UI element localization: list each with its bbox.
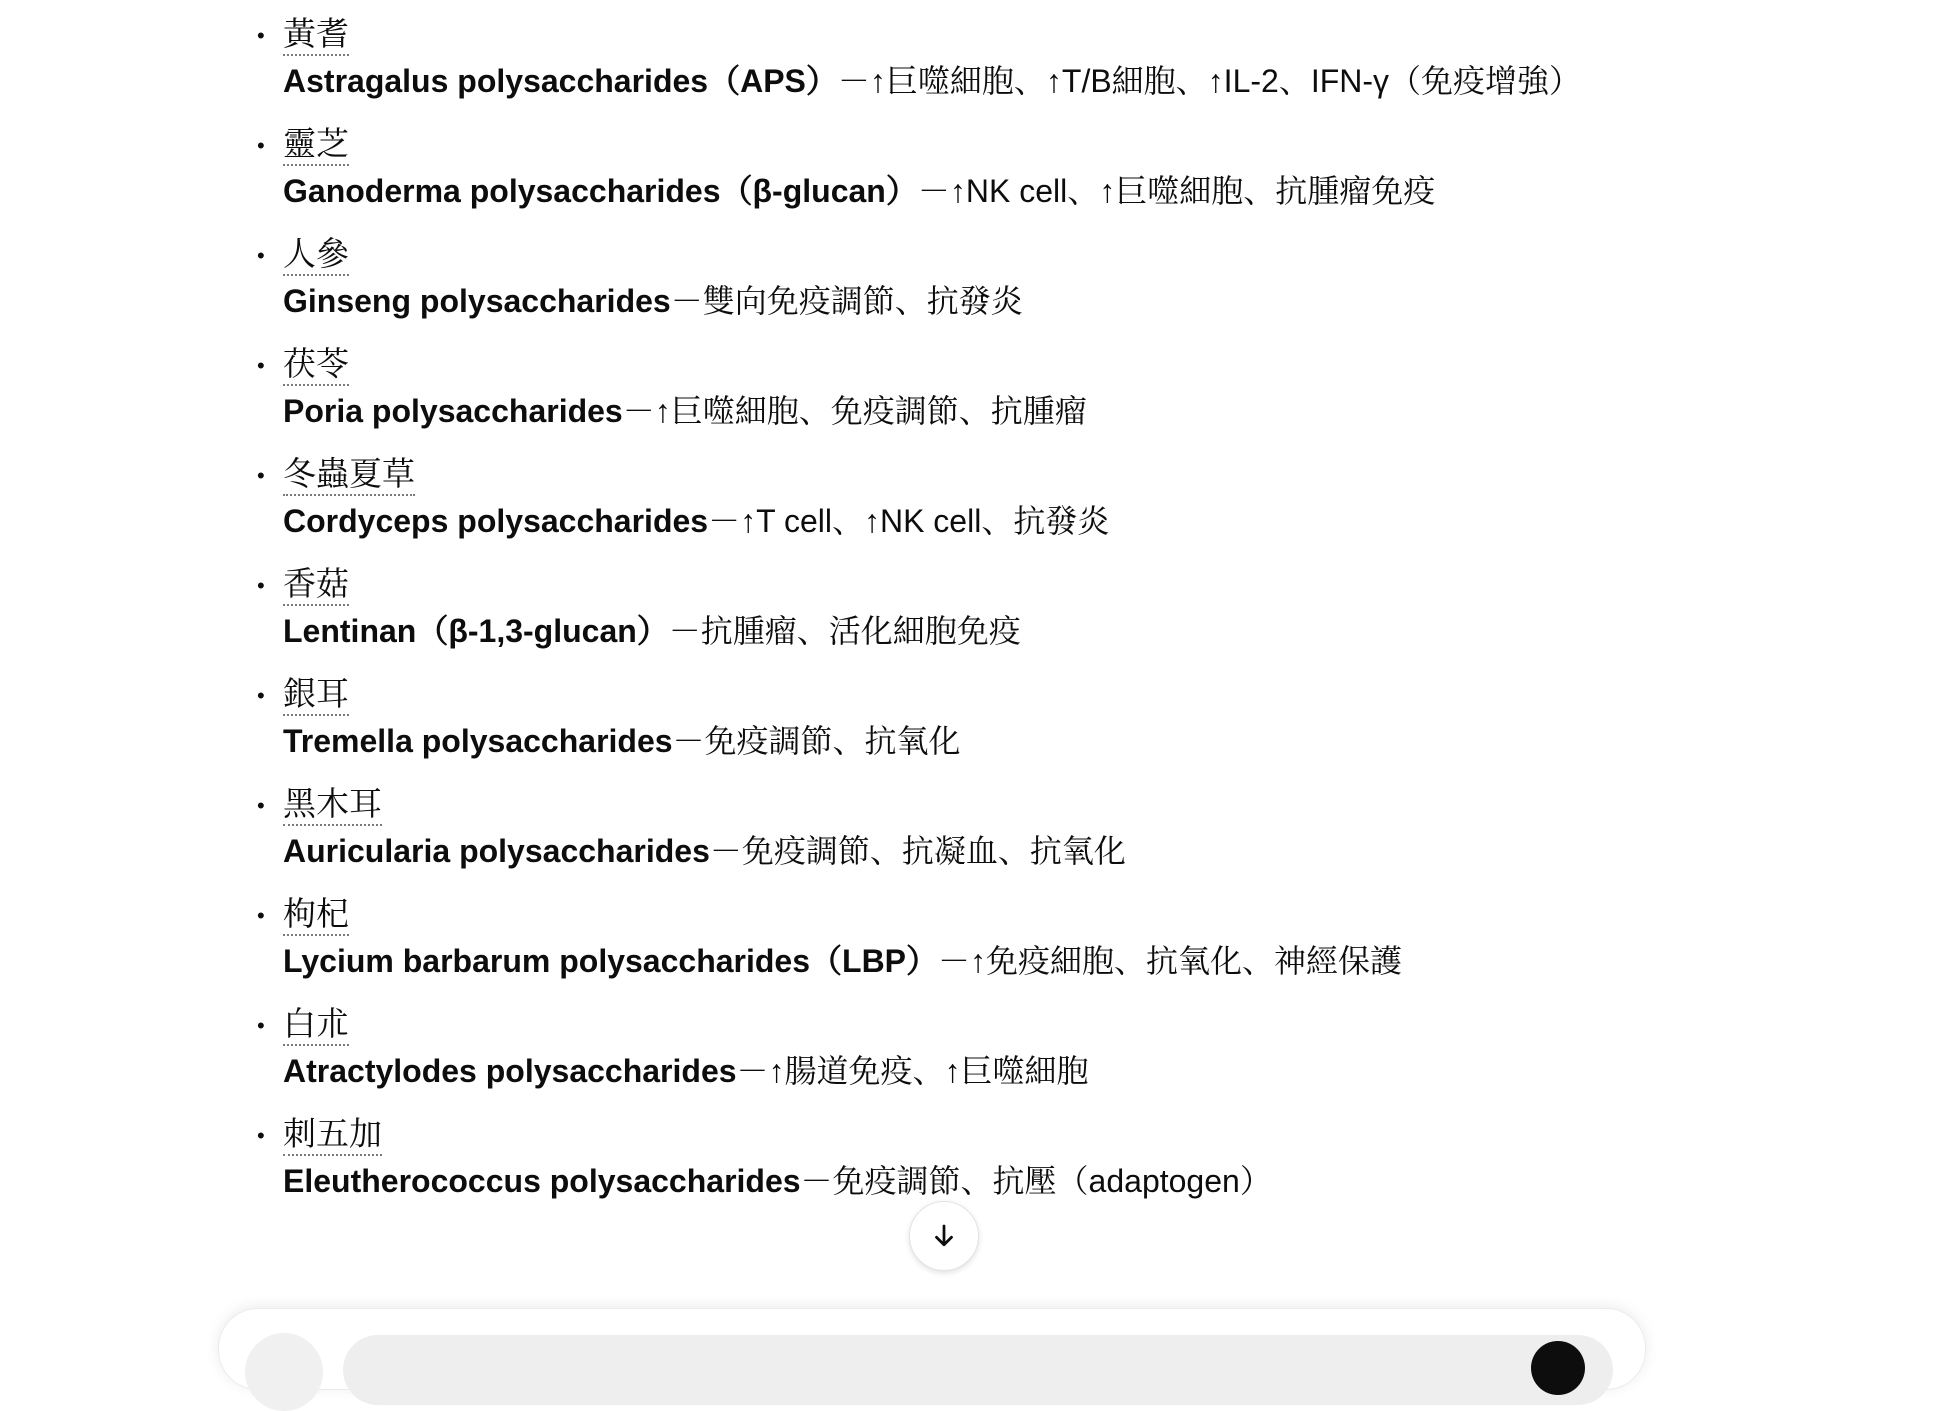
item-description [283,938,1635,984]
effect-text: －↑腸道免疫、↑巨噬細胞 [736,1053,1089,1089]
item-description [283,168,1635,214]
scientific-name: Auricularia polysaccharides [283,833,710,869]
effect-text: －↑巨噬細胞、免疫調節、抗腫瘤 [622,393,1087,429]
herb-link[interactable]: 銀耳 [283,674,349,716]
scientific-name: Astragalus polysaccharides（APS） [283,63,838,99]
scientific-name: Lentinan（β-1,3-glucan） [283,613,669,649]
herb-link[interactable]: 黑木耳 [283,784,382,826]
list-item [255,454,1635,544]
herb-link[interactable]: 冬蟲夏草 [283,454,415,496]
bullet: • [257,353,265,378]
list-item [255,1004,1635,1094]
bullet: • [257,243,265,268]
attach-button[interactable] [245,1333,323,1411]
arrow-down-icon [929,1221,959,1251]
bullet: • [257,1123,265,1148]
bullet: • [257,573,265,598]
item-description [283,1048,1635,1094]
item-description [283,498,1635,544]
list-item [255,234,1635,324]
scientific-name: Poria polysaccharides [283,393,623,429]
scientific-name: Cordyceps polysaccharides [283,503,709,539]
effect-text: －↑NK cell、↑巨噬細胞、抗腫瘤免疫 [917,173,1436,209]
effect-text: －↑T cell、↑NK cell、抗發炎 [708,503,1110,539]
scroll-down-button[interactable] [909,1201,979,1271]
scientific-name: Ginseng polysaccharides [283,283,671,319]
list-item [255,784,1635,874]
bullet: • [257,903,265,928]
scientific-name: Atractylodes polysaccharides [283,1053,737,1089]
send-button[interactable] [1531,1341,1585,1395]
item-description [283,1158,1635,1204]
bullet: • [257,133,265,158]
herb-link[interactable]: 枸杞 [283,894,349,936]
effect-text: －免疫調節、抗氧化 [672,723,961,759]
message-content [255,14,1635,1224]
list-item [255,564,1635,654]
list-item [255,124,1635,214]
bullet: • [257,1013,265,1038]
herb-link[interactable]: 靈芝 [283,124,349,166]
effect-text: －雙向免疫調節、抗發炎 [670,283,1023,319]
list-item [255,674,1635,764]
composer-bar [218,1308,1646,1390]
scientific-name: Tremella polysaccharides [283,723,673,759]
herb-link[interactable]: 茯苓 [283,344,349,386]
item-description [283,608,1635,654]
message-input[interactable] [343,1335,1613,1405]
effect-text: －↑免疫細胞、抗氧化、神經保護 [938,943,1403,979]
effect-text: －免疫調節、抗凝血、抗氧化 [709,833,1126,869]
item-description [283,278,1635,324]
bullet: • [257,793,265,818]
herb-link[interactable]: 人參 [283,234,349,276]
herb-link[interactable]: 香菇 [283,564,349,606]
scientific-name: Eleutherococcus polysaccharides [283,1163,801,1199]
scientific-name: Lycium barbarum polysaccharides（LBP） [283,943,939,979]
effect-text: －↑巨噬細胞、↑T/B細胞、↑IL-2、IFN-γ（免疫增強） [837,63,1582,99]
herb-link[interactable]: 白朮 [283,1004,349,1046]
list-item [255,14,1635,104]
list-item [255,344,1635,434]
scientific-name: Ganoderma polysaccharides（β-glucan） [283,173,918,209]
list-item [255,1114,1635,1204]
effect-text: －抗腫瘤、活化細胞免疫 [668,613,1021,649]
list-item [255,894,1635,984]
effect-text: －免疫調節、抗壓（adaptogen） [800,1163,1272,1199]
item-description [283,718,1635,764]
item-description [283,58,1635,104]
item-description [283,828,1635,874]
herb-link[interactable]: 黃耆 [283,14,349,56]
item-description [283,388,1635,434]
bullet: • [257,463,265,488]
herb-link[interactable]: 刺五加 [283,1114,382,1156]
bullet: • [257,23,265,48]
bullet: • [257,683,265,708]
